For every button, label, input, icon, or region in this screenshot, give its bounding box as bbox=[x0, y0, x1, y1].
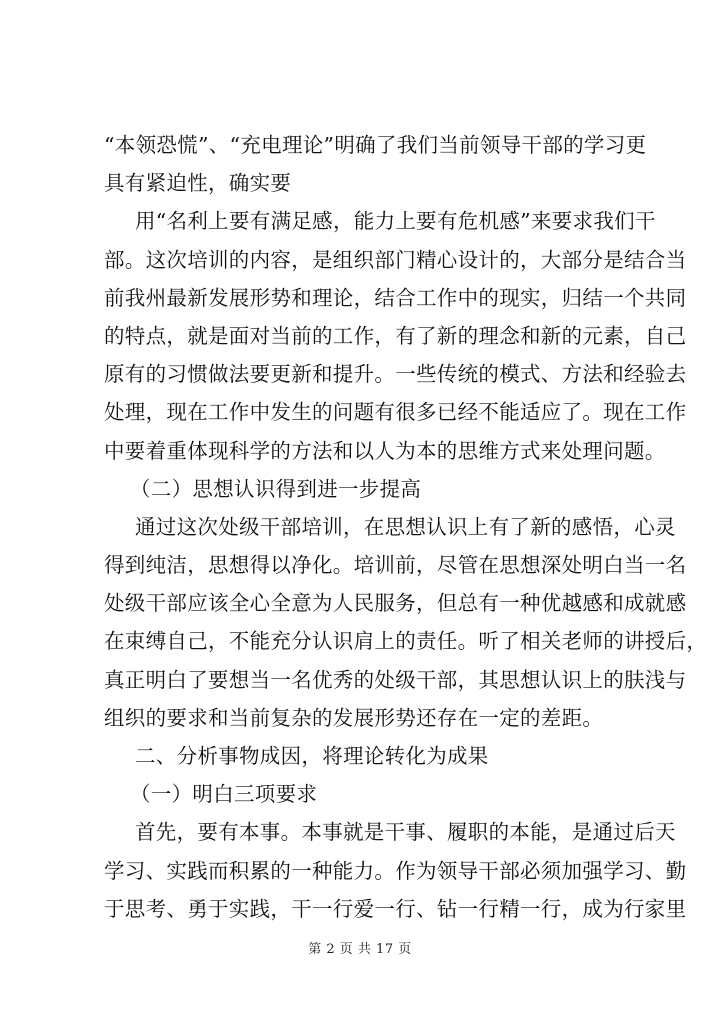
text-line: 在束缚自己，不能充分认识肩上的责任。听了相关老师的讲授后， bbox=[104, 629, 708, 654]
text-line: 的特点，就是面对当前的工作，有了新的理念和新的元素，自己 bbox=[104, 323, 687, 348]
text-line: 真正明白了要想当一名优秀的处级干部，其思想认识上的肤浅与 bbox=[104, 667, 687, 692]
text-line: 学习、实践而积累的一种能力。作为领导干部必须加强学习、勤 bbox=[104, 858, 687, 883]
text-line: 组织的要求和当前复杂的发展形势还存在一定的差距。 bbox=[104, 705, 604, 730]
text-line: 处级干部应该全心全意为人民服务，但总有一种优越感和成就感 bbox=[104, 591, 687, 616]
text-line: 得到纯洁，思想得以净化。培训前，尽管在思想深处明白当一名 bbox=[104, 553, 687, 578]
section-heading: （二）思想认识得到进一步提高 bbox=[130, 476, 422, 501]
page-number-footer: 第 2 页 共 17 页 bbox=[308, 942, 412, 957]
text-line: 于思考、勇于实践，干一行爱一行、钻一行精一行，成为行家里 bbox=[104, 896, 687, 921]
document-body bbox=[104, 126, 708, 928]
section-heading: （一）明白三项要求 bbox=[130, 782, 318, 807]
text-line: 通过这次处级干部培训，在思想认识上有了新的感悟，心灵 bbox=[135, 514, 676, 539]
text-line: 首先，要有本事。本事就是干事、履职的本能，是通过后天 bbox=[135, 820, 676, 845]
text-line: “本领恐慌”、“充电理论”明确了我们当前领导干部的学习更 bbox=[104, 133, 647, 157]
text-line: 中要着重体现科学的方法和以人为本的思维方式来处理问题。 bbox=[104, 438, 666, 463]
text-line: 用“名利上要有满足感，能力上要有危机感”来要求我们干 bbox=[135, 209, 656, 234]
section-heading: 二、分析事物成因，将理论转化为成果 bbox=[135, 744, 489, 768]
text-line: 具有紧迫性，确实要 bbox=[104, 171, 292, 196]
text-line: 前我州最新发展形势和理论，结合工作中的现实，归结一个共同 bbox=[104, 285, 687, 310]
text-line: 原有的习惯做法要更新和提升。一些传统的模式、方法和经验去 bbox=[104, 362, 687, 387]
text-line: 部。这次培训的内容，是组织部门精心设计的，大部分是结合当 bbox=[104, 247, 687, 272]
text-line: 处理，现在工作中发生的问题有很多已经不能适应了。现在工作 bbox=[104, 400, 687, 425]
